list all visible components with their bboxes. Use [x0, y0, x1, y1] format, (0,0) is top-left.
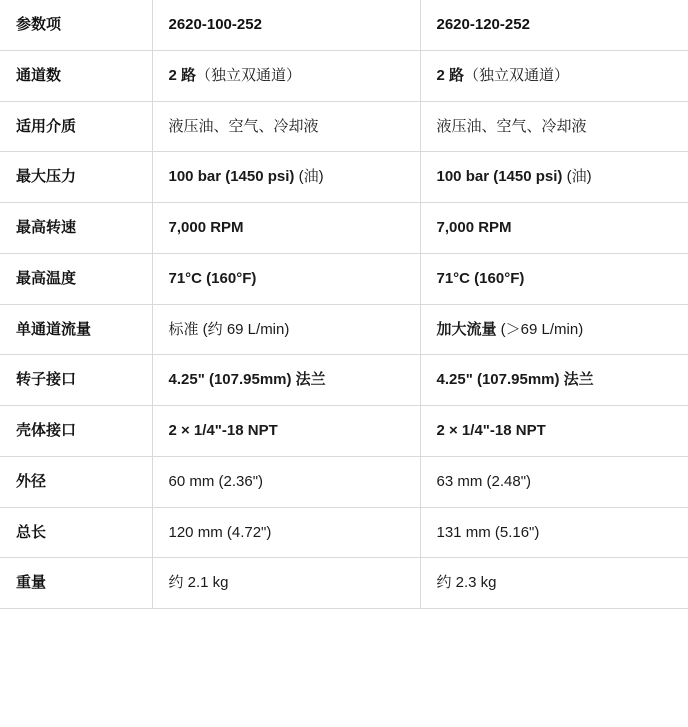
value-normal: 标准 (约 69 L/min)	[168, 320, 290, 338]
value-strong: 7,000 RPM	[436, 219, 512, 236]
row-value-model-1	[152, 558, 420, 609]
value-normal: 63 mm (2.48")	[436, 472, 532, 490]
row-value-model-1	[152, 101, 420, 152]
table-row	[0, 355, 688, 406]
row-label: 通道数	[0, 50, 152, 101]
value-normal: （独立双通道）	[196, 66, 302, 84]
table-row	[0, 152, 688, 203]
value-normal: （独立双通道）	[464, 66, 570, 84]
row-value-model-2	[420, 304, 688, 355]
row-label: 重量	[0, 558, 152, 609]
table-row	[0, 507, 688, 558]
row-label: 最高温度	[0, 253, 152, 304]
value-strong: 71°C (160°F)	[436, 269, 525, 287]
value-normal: 131 mm (5.16")	[436, 523, 540, 541]
table-row	[0, 101, 688, 152]
row-value-model-1	[152, 355, 420, 406]
row-value-model-2	[420, 203, 688, 254]
table-row	[0, 50, 688, 101]
row-label: 最高转速	[0, 203, 152, 254]
value-normal: 60 mm (2.36")	[168, 472, 264, 490]
row-label: 单通道流量	[0, 304, 152, 355]
row-label: 适用介质	[0, 101, 152, 152]
row-value-model-1	[152, 152, 420, 203]
row-value-model-1	[152, 456, 420, 507]
row-value-model-2	[420, 406, 688, 457]
value-normal: 液压油、空气、冷却液	[436, 117, 587, 135]
row-value-model-2	[420, 507, 688, 558]
table-header-row	[0, 0, 688, 50]
table-row	[0, 253, 688, 304]
value-normal: 120 mm (4.72")	[168, 523, 272, 541]
header-cell-model-2: 2620-120-252	[436, 16, 530, 33]
header-cell-label: 参数项	[0, 0, 152, 50]
table-row	[0, 558, 688, 609]
row-value-model-1	[152, 304, 420, 355]
value-strong: 100 bar (1450 psi)	[436, 168, 563, 186]
value-strong: 100 bar (1450 psi)	[168, 168, 295, 186]
row-value-model-1	[152, 203, 420, 254]
row-value-model-2	[420, 558, 688, 609]
row-value-model-2	[420, 50, 688, 101]
row-label: 总长	[0, 507, 152, 558]
row-label: 外径	[0, 456, 152, 507]
table-row	[0, 203, 688, 254]
value-strong: 2 路	[168, 66, 197, 84]
value-strong: 7,000 RPM	[168, 219, 244, 236]
value-normal: 约 2.3 kg	[436, 574, 497, 592]
row-label: 最大压力	[0, 152, 152, 203]
row-label: 壳体接口	[0, 406, 152, 457]
value-strong: 2 路	[436, 66, 465, 84]
value-strong: 4.25" (107.95mm) 法兰	[436, 371, 594, 389]
row-value-model-2	[420, 152, 688, 203]
row-value-model-2	[420, 355, 688, 406]
value-strong: 2 × 1/4"-18 NPT	[168, 422, 278, 439]
row-value-model-1	[152, 406, 420, 457]
row-value-model-1	[152, 50, 420, 101]
value-strong: 4.25" (107.95mm) 法兰	[168, 371, 326, 389]
table-row	[0, 456, 688, 507]
row-value-model-1	[152, 253, 420, 304]
row-value-model-1	[152, 507, 420, 558]
value-normal: (油)	[294, 168, 324, 186]
row-value-model-2	[420, 456, 688, 507]
row-value-model-2	[420, 101, 688, 152]
table-row	[0, 304, 688, 355]
value-strong: 加大流量	[436, 320, 497, 338]
table-row	[0, 406, 688, 457]
value-normal: (油)	[562, 168, 592, 186]
value-strong: 2 × 1/4"-18 NPT	[436, 422, 546, 439]
value-normal: 液压油、空气、冷却液	[168, 117, 319, 135]
value-normal: (＞69 L/min)	[496, 320, 584, 338]
row-label: 转子接口	[0, 355, 152, 406]
value-strong: 71°C (160°F)	[168, 269, 257, 287]
row-value-model-2	[420, 253, 688, 304]
value-normal: 约 2.1 kg	[168, 574, 229, 592]
header-cell-model-1: 2620-100-252	[152, 0, 420, 50]
